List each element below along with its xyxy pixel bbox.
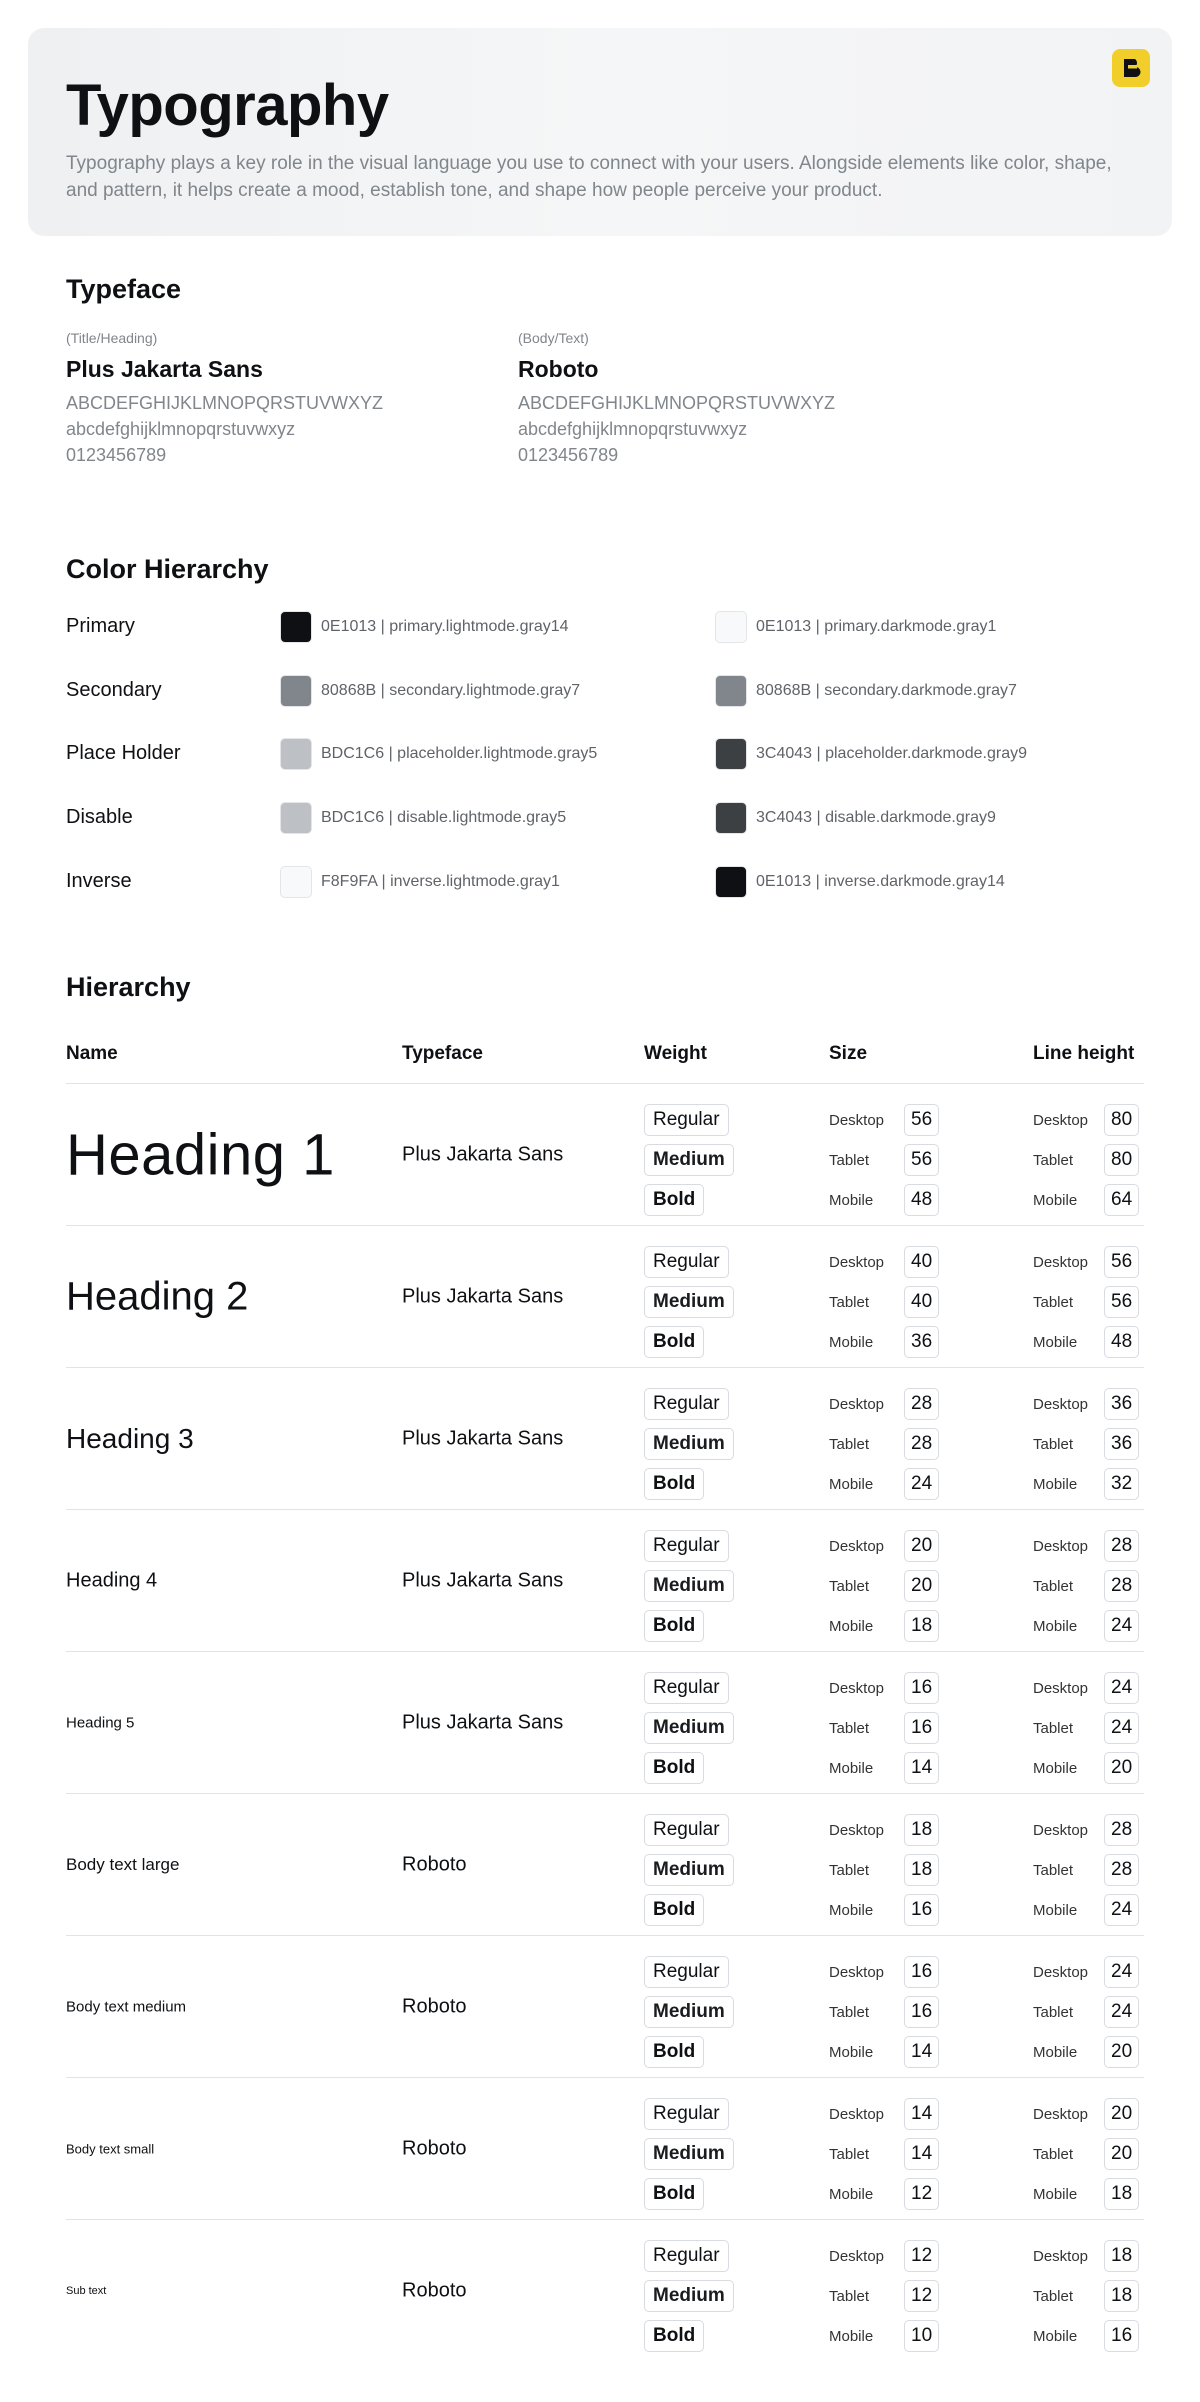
line-height-device-label: Desktop — [1033, 1396, 1089, 1413]
color-row — [66, 671, 1146, 711]
line-height-device-label: Tablet — [1033, 1720, 1074, 1737]
line-height-value[interactable]: 48 — [1104, 1326, 1139, 1358]
typeface-lowercase: abcdefghijklmnopqrstuvwxyz — [518, 419, 748, 439]
style-name: Body text small — [66, 2141, 155, 2157]
line-height-device-label: Desktop — [1033, 1822, 1089, 1839]
line-height-device-label: Desktop — [1033, 1112, 1089, 1129]
size-value[interactable]: 16 — [904, 1996, 939, 2028]
line-height-value[interactable]: 24 — [1104, 1894, 1139, 1926]
size-device-label: Desktop — [829, 1538, 885, 1555]
light-color-swatch[interactable] — [280, 738, 312, 770]
size-device-label: Mobile — [829, 1760, 874, 1777]
weight-regular-button[interactable]: Regular — [644, 1956, 729, 1988]
hierarchy-row — [66, 2078, 1144, 2220]
line-height-value[interactable]: 20 — [1104, 1752, 1139, 1784]
weight-medium-button[interactable]: Medium — [644, 2138, 734, 2170]
size-device-label: Mobile — [829, 1476, 874, 1493]
line-height-device-label: Mobile — [1033, 1760, 1078, 1777]
weight-bold-button[interactable]: Bold — [644, 2036, 704, 2068]
line-height-value[interactable]: 32 — [1104, 1468, 1139, 1500]
dark-color-token: 0E1013 | inverse.darkmode.gray14 — [756, 873, 1005, 890]
line-height-value[interactable]: 28 — [1104, 1854, 1139, 1886]
line-height-device-label: Mobile — [1033, 1192, 1078, 1209]
typeface-heading-card — [66, 330, 486, 468]
size-device-label: Desktop — [829, 1680, 885, 1697]
line-height-value[interactable]: 20 — [1104, 2036, 1139, 2068]
size-device-label: Tablet — [829, 1862, 870, 1879]
hierarchy-row — [66, 2220, 1144, 2362]
weight-medium-button[interactable]: Medium — [644, 1144, 734, 1176]
light-color-swatch[interactable] — [280, 866, 312, 898]
size-device-label: Tablet — [829, 1720, 870, 1737]
hierarchy-section-title: Hierarchy — [66, 972, 191, 1002]
style-name: Heading 5 — [66, 1714, 135, 1732]
line-height-device-label: Mobile — [1033, 1902, 1078, 1919]
style-typeface: Plus Jakarta Sans — [402, 1427, 564, 1450]
size-device-label: Desktop — [829, 1254, 885, 1271]
line-height-value[interactable]: 36 — [1104, 1388, 1139, 1420]
weight-regular-button[interactable]: Regular — [644, 1530, 729, 1562]
weight-bold-button[interactable]: Bold — [644, 1894, 704, 1926]
typeface-uppercase: ABCDEFGHIJKLMNOPQRSTUVWXYZ — [66, 393, 384, 413]
size-value[interactable]: 56 — [904, 1104, 939, 1136]
color-section-title: Color Hierarchy — [66, 554, 269, 584]
size-value[interactable]: 12 — [904, 2240, 939, 2272]
weight-bold-button[interactable]: Bold — [644, 1610, 704, 1642]
size-value[interactable]: 16 — [904, 1712, 939, 1744]
line-height-value[interactable]: 18 — [1104, 2178, 1139, 2210]
typeface-section-title: Typeface — [66, 274, 182, 304]
line-height-device-label: Tablet — [1033, 1152, 1074, 1169]
line-height-value[interactable]: 28 — [1104, 1530, 1139, 1562]
line-height-device-label: Desktop — [1033, 1254, 1089, 1271]
light-color-swatch[interactable] — [280, 675, 312, 707]
size-value[interactable]: 18 — [904, 1814, 939, 1846]
size-value[interactable]: 12 — [904, 2178, 939, 2210]
weight-bold-button[interactable]: Bold — [644, 1326, 704, 1358]
dark-color-swatch[interactable] — [715, 675, 747, 707]
style-name: Heading 3 — [66, 1423, 194, 1454]
weight-regular-button[interactable]: Regular — [644, 2240, 729, 2272]
size-value[interactable]: 14 — [904, 2138, 939, 2170]
size-device-label: Desktop — [829, 1822, 885, 1839]
hierarchy-row — [66, 1936, 1144, 2078]
column-header-weight: Weight — [644, 1043, 707, 1064]
line-height-device-label: Tablet — [1033, 1578, 1074, 1595]
line-height-value[interactable]: 56 — [1104, 1246, 1139, 1278]
line-height-device-label: Desktop — [1033, 2248, 1089, 2265]
color-label: Place Holder — [66, 742, 181, 764]
style-typeface: Plus Jakarta Sans — [402, 1711, 564, 1734]
weight-medium-button[interactable]: Medium — [644, 1996, 734, 2028]
weight-regular-button[interactable]: Regular — [644, 1246, 729, 1278]
size-device-label: Mobile — [829, 1902, 874, 1919]
line-height-value[interactable]: 80 — [1104, 1104, 1139, 1136]
size-value[interactable]: 18 — [904, 1854, 939, 1886]
typeface-uppercase: ABCDEFGHIJKLMNOPQRSTUVWXYZ — [518, 393, 836, 413]
line-height-value[interactable]: 28 — [1104, 1570, 1139, 1602]
line-height-value[interactable]: 16 — [1104, 2320, 1139, 2352]
dark-color-swatch[interactable] — [715, 738, 747, 770]
size-device-label: Tablet — [829, 2146, 870, 2163]
line-height-device-label: Tablet — [1033, 1294, 1074, 1311]
line-height-device-label: Mobile — [1033, 2186, 1078, 2203]
size-device-label: Desktop — [829, 1112, 885, 1129]
line-height-device-label: Tablet — [1033, 1436, 1074, 1453]
color-label: Inverse — [66, 870, 132, 892]
style-name: Heading 4 — [66, 1569, 158, 1592]
color-row — [66, 607, 1146, 647]
line-height-device-label: Tablet — [1033, 2146, 1074, 2163]
column-header-name: Name — [66, 1043, 118, 1064]
style-name: Body text medium — [66, 1998, 187, 2016]
dark-color-token: 3C4043 | disable.darkmode.gray9 — [756, 809, 996, 826]
size-value[interactable]: 40 — [904, 1286, 939, 1318]
size-device-label: Desktop — [829, 2106, 885, 2123]
size-value[interactable]: 16 — [904, 1672, 939, 1704]
line-height-value[interactable]: 24 — [1104, 1996, 1139, 2028]
dark-color-swatch[interactable] — [715, 611, 747, 643]
size-device-label: Tablet — [829, 1578, 870, 1595]
size-device-label: Tablet — [829, 2004, 870, 2021]
size-value[interactable]: 56 — [904, 1144, 939, 1176]
size-device-label: Mobile — [829, 1618, 874, 1635]
line-height-value[interactable]: 56 — [1104, 1286, 1139, 1318]
size-value[interactable]: 20 — [904, 1530, 939, 1562]
size-value[interactable]: 18 — [904, 1610, 939, 1642]
weight-medium-button[interactable]: Medium — [644, 2280, 734, 2312]
weight-bold-button[interactable]: Bold — [644, 1468, 704, 1500]
size-value[interactable]: 48 — [904, 1184, 939, 1216]
line-height-device-label: Mobile — [1033, 2328, 1078, 2345]
size-value[interactable]: 14 — [904, 1752, 939, 1784]
typeface-digits: 0123456789 — [518, 445, 619, 465]
light-color-token: 0E1013 | primary.lightmode.gray14 — [321, 618, 569, 635]
size-device-label: Tablet — [829, 1436, 870, 1453]
color-row — [66, 734, 1146, 774]
weight-regular-button[interactable]: Regular — [644, 1814, 729, 1846]
size-device-label: Tablet — [829, 1152, 870, 1169]
style-typeface: Plus Jakarta Sans — [402, 1285, 564, 1308]
size-value[interactable]: 28 — [904, 1428, 939, 1460]
hierarchy-row — [66, 1368, 1144, 1510]
style-typeface: Roboto — [402, 2279, 467, 2302]
size-device-label: Mobile — [829, 2044, 874, 2061]
line-height-device-label: Desktop — [1033, 1680, 1089, 1697]
dark-color-token: 3C4043 | placeholder.darkmode.gray9 — [756, 745, 1027, 762]
line-height-value[interactable]: 24 — [1104, 1672, 1139, 1704]
size-value[interactable]: 14 — [904, 2098, 939, 2130]
typeface-role: (Title/Heading) — [66, 330, 158, 346]
color-label: Secondary — [66, 679, 162, 701]
line-height-value[interactable]: 20 — [1104, 2138, 1139, 2170]
size-value[interactable]: 36 — [904, 1326, 939, 1358]
line-height-device-label: Desktop — [1033, 1964, 1089, 1981]
typeface-body-card — [518, 330, 938, 468]
style-typeface: Plus Jakarta Sans — [402, 1569, 564, 1592]
weight-bold-button[interactable]: Bold — [644, 2320, 704, 2352]
size-device-label: Mobile — [829, 2186, 874, 2203]
column-header-typeface: Typeface — [402, 1043, 483, 1064]
typeface-name: Plus Jakarta Sans — [66, 356, 263, 382]
light-color-token: F8F9FA | inverse.lightmode.gray1 — [321, 873, 560, 890]
column-header-line-height: Line height — [1033, 1043, 1135, 1064]
line-height-value[interactable]: 28 — [1104, 1814, 1139, 1846]
line-height-device-label: Tablet — [1033, 2288, 1074, 2305]
color-label: Disable — [66, 806, 133, 828]
size-device-label: Tablet — [829, 1294, 870, 1311]
color-row — [66, 798, 1146, 838]
line-height-value[interactable]: 24 — [1104, 1956, 1139, 1988]
size-device-label: Tablet — [829, 2288, 870, 2305]
style-name: Body text large — [66, 1855, 180, 1874]
size-value[interactable]: 24 — [904, 1468, 939, 1500]
line-height-device-label: Desktop — [1033, 2106, 1089, 2123]
page-title: Typography — [66, 73, 389, 138]
weight-medium-button[interactable]: Medium — [644, 1570, 734, 1602]
typeface-lowercase: abcdefghijklmnopqrstuvwxyz — [66, 419, 296, 439]
size-value[interactable]: 28 — [904, 1388, 939, 1420]
page-header — [28, 28, 1172, 236]
style-typeface: Roboto — [402, 1853, 467, 1876]
line-height-device-label: Tablet — [1033, 2004, 1074, 2021]
weight-bold-button[interactable]: Bold — [644, 1184, 704, 1216]
size-value[interactable]: 16 — [904, 1894, 939, 1926]
hierarchy-row — [66, 1794, 1144, 1936]
weight-medium-button[interactable]: Medium — [644, 1286, 734, 1318]
dark-color-token: 80868B | secondary.darkmode.gray7 — [756, 682, 1017, 699]
weight-medium-button[interactable]: Medium — [644, 1712, 734, 1744]
weight-medium-button[interactable]: Medium — [644, 1854, 734, 1886]
weight-medium-button[interactable]: Medium — [644, 1428, 734, 1460]
line-height-value[interactable]: 24 — [1104, 1712, 1139, 1744]
size-value[interactable]: 20 — [904, 1570, 939, 1602]
hierarchy-row — [66, 1084, 1144, 1226]
line-height-device-label: Mobile — [1033, 1334, 1078, 1351]
size-device-label: Desktop — [829, 2248, 885, 2265]
size-value[interactable]: 14 — [904, 2036, 939, 2068]
weight-regular-button[interactable]: Regular — [644, 1388, 729, 1420]
line-height-device-label: Desktop — [1033, 1538, 1089, 1555]
weight-bold-button[interactable]: Bold — [644, 2178, 704, 2210]
size-value[interactable]: 16 — [904, 1956, 939, 1988]
line-height-value[interactable]: 18 — [1104, 2280, 1139, 2312]
size-device-label: Desktop — [829, 1964, 885, 1981]
hierarchy-row — [66, 1226, 1144, 1368]
weight-bold-button[interactable]: Bold — [644, 1752, 704, 1784]
size-device-label: Desktop — [829, 1396, 885, 1413]
dark-color-token: 0E1013 | primary.darkmode.gray1 — [756, 618, 997, 635]
typeface-role: (Body/Text) — [518, 330, 589, 346]
color-label: Primary — [66, 615, 135, 637]
page-description: Typography plays a key role in the visual language you use to connect with your users. Alongside elements like color, shape, and pattern, it helps create a mood, establish tone, and shape how people perceive your product. — [66, 153, 1112, 201]
color-row — [66, 862, 1146, 902]
light-color-swatch[interactable] — [280, 611, 312, 643]
light-color-swatch[interactable] — [280, 802, 312, 834]
style-typeface: Roboto — [402, 1995, 467, 2018]
size-device-label: Mobile — [829, 1334, 874, 1351]
line-height-value[interactable]: 18 — [1104, 2240, 1139, 2272]
dark-color-swatch[interactable] — [715, 866, 747, 898]
size-value[interactable]: 40 — [904, 1246, 939, 1278]
size-device-label: Mobile — [829, 1192, 874, 1209]
brand-logo-icon[interactable] — [1112, 49, 1150, 87]
column-header-size: Size — [829, 1043, 868, 1064]
size-device-label: Mobile — [829, 2328, 874, 2345]
hierarchy-row — [66, 1652, 1144, 1794]
line-height-device-label: Mobile — [1033, 1476, 1078, 1493]
light-color-token: BDC1C6 | placeholder.lightmode.gray5 — [321, 745, 598, 762]
weight-regular-button[interactable]: Regular — [644, 2098, 729, 2130]
weight-regular-button[interactable]: Regular — [644, 1104, 729, 1136]
light-color-token: 80868B | secondary.lightmode.gray7 — [321, 682, 581, 699]
style-name: Heading 2 — [66, 1274, 249, 1319]
light-color-token: BDC1C6 | disable.lightmode.gray5 — [321, 809, 567, 826]
line-height-value[interactable]: 80 — [1104, 1144, 1139, 1176]
line-height-device-label: Mobile — [1033, 1618, 1078, 1635]
line-height-device-label: Tablet — [1033, 1862, 1074, 1879]
size-value[interactable]: 10 — [904, 2320, 939, 2352]
typeface-name: Roboto — [518, 356, 599, 382]
weight-regular-button[interactable]: Regular — [644, 1672, 729, 1704]
typeface-digits: 0123456789 — [66, 445, 167, 465]
line-height-value[interactable]: 36 — [1104, 1428, 1139, 1460]
style-typeface: Plus Jakarta Sans — [402, 1143, 564, 1166]
style-name: Sub text — [66, 2285, 107, 2297]
line-height-value[interactable]: 64 — [1104, 1184, 1139, 1216]
line-height-value[interactable]: 24 — [1104, 1610, 1139, 1642]
dark-color-swatch[interactable] — [715, 802, 747, 834]
line-height-device-label: Mobile — [1033, 2044, 1078, 2061]
style-name: Heading 1 — [66, 1122, 335, 1188]
size-value[interactable]: 12 — [904, 2280, 939, 2312]
hierarchy-row — [66, 1510, 1144, 1652]
line-height-value[interactable]: 20 — [1104, 2098, 1139, 2130]
style-typeface: Roboto — [402, 2137, 467, 2160]
